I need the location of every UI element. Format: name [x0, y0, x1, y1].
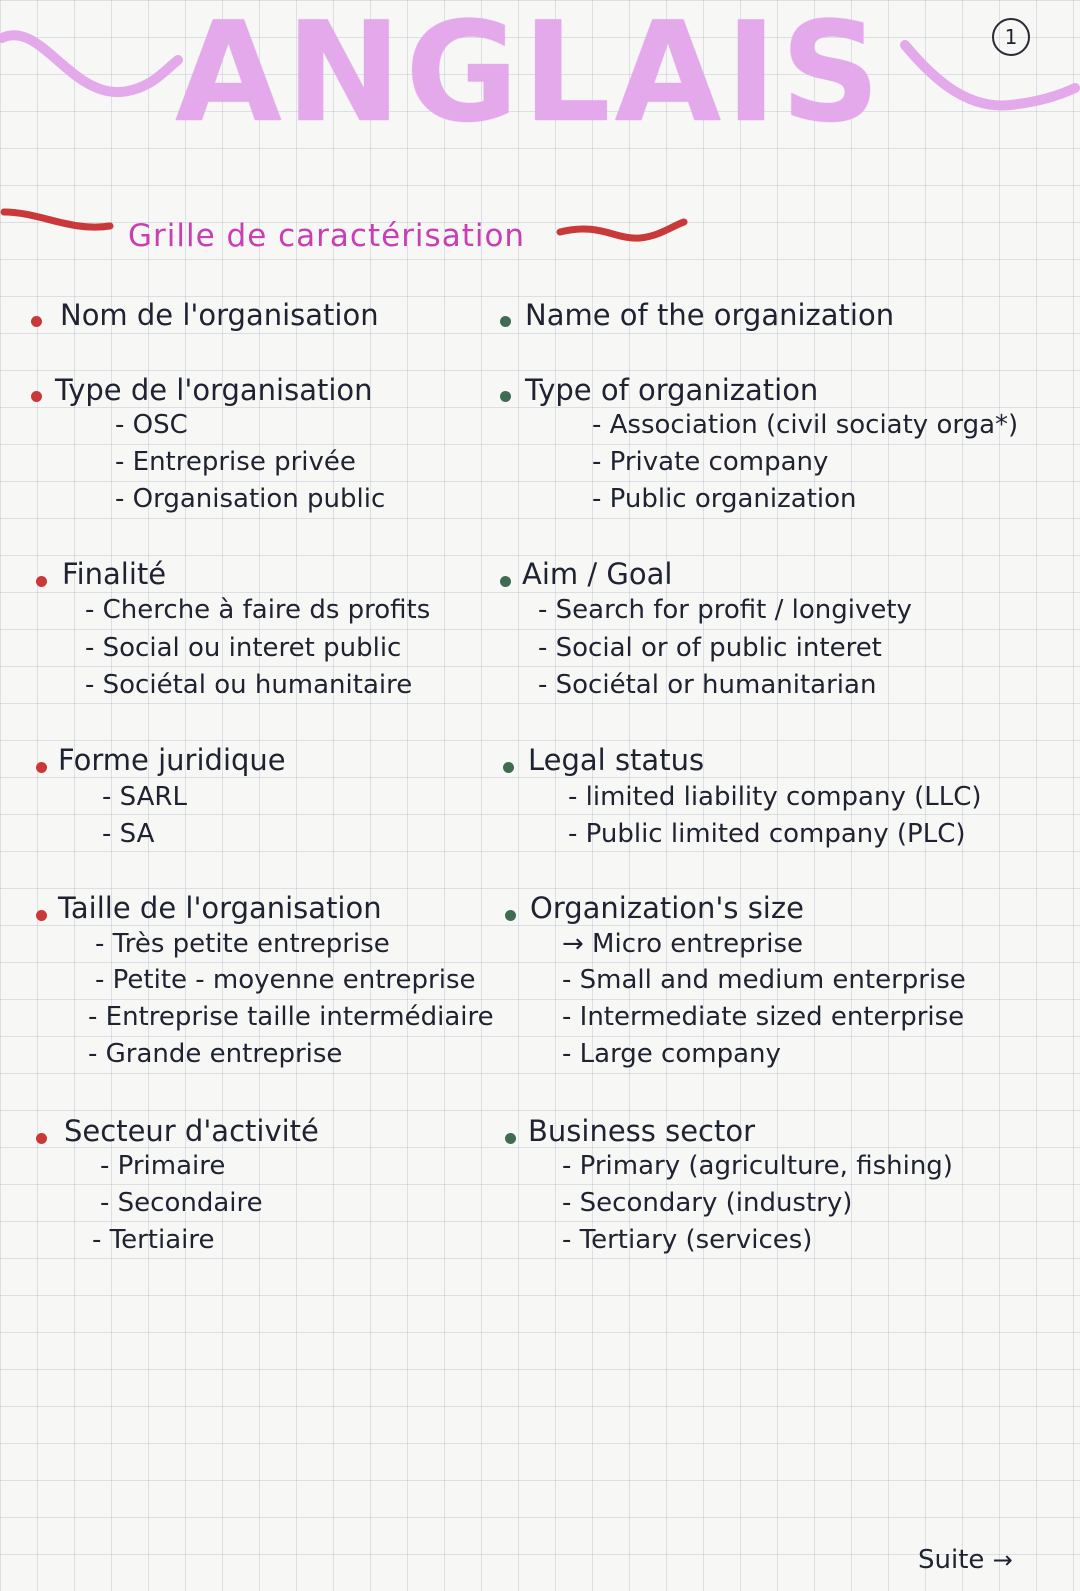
- fr-item: - Secondaire: [100, 1188, 263, 1218]
- en-heading-aim: Aim / Goal: [522, 557, 673, 591]
- fr-item: - Entreprise taille intermédiaire: [88, 1002, 494, 1032]
- fr-item: - Grande entreprise: [88, 1039, 343, 1069]
- bullet-icon: [36, 910, 47, 921]
- fr-heading-type: Type de l'organisation: [55, 373, 373, 407]
- fr-item: - Petite - moyenne entreprise: [95, 965, 476, 995]
- fr-item: - Tertiaire: [92, 1225, 215, 1255]
- fr-item: - Très petite entreprise: [95, 929, 390, 959]
- footer-suite: [918, 1545, 1013, 1575]
- en-heading-size: Organization's size: [530, 891, 804, 925]
- fr-heading-name: Nom de l'organisation: [60, 298, 379, 332]
- bullet-icon: [36, 1133, 47, 1144]
- suite-label: Suite: [918, 1545, 985, 1575]
- en-item: - Private company: [592, 447, 829, 477]
- en-item: - Social or of public interet: [538, 633, 882, 663]
- bullet-icon: [31, 391, 42, 402]
- fr-item: - Cherche à faire ds profits: [85, 595, 431, 625]
- en-item: - Public organization: [592, 484, 857, 514]
- en-item: - Secondary (industry): [562, 1188, 853, 1218]
- fr-item: - Social ou interet public: [85, 633, 402, 663]
- bullet-icon: [500, 391, 511, 402]
- en-item: - Tertiary (services): [562, 1225, 813, 1255]
- fr-item: - OSC: [115, 410, 188, 440]
- en-item: - Search for profit / longivety: [538, 595, 912, 625]
- en-item: - Large company: [562, 1039, 781, 1069]
- page-number: 1: [992, 18, 1030, 56]
- en-item: - Public limited company (PLC): [568, 819, 966, 849]
- en-item: - Primary (agriculture, fishing): [562, 1151, 953, 1181]
- en-item: - Intermediate sized enterprise: [562, 1002, 965, 1032]
- bullet-icon: [36, 576, 47, 587]
- bullet-icon: [31, 316, 42, 327]
- en-heading-type: Type of organization: [525, 373, 819, 407]
- bullet-icon: [505, 910, 516, 921]
- bullet-icon: [503, 762, 514, 773]
- fr-heading-secteur: Secteur d'activité: [64, 1114, 319, 1148]
- bullet-icon: [500, 576, 511, 587]
- fr-item: - SA: [102, 819, 155, 849]
- en-heading-name: Name of the organization: [525, 298, 895, 332]
- subtitle: Grille de caractérisation: [128, 218, 526, 254]
- en-item: - limited liability company (LLC): [568, 782, 982, 812]
- fr-item: - Entreprise privée: [115, 447, 356, 477]
- fr-heading-forme: Forme juridique: [58, 743, 286, 777]
- arrow-right-icon: →: [992, 1546, 1013, 1574]
- en-item: - Sociétal or humanitarian: [538, 670, 877, 700]
- bullet-icon: [500, 316, 511, 327]
- fr-heading-taille: Taille de l'organisation: [58, 891, 382, 925]
- bullet-icon: [36, 762, 47, 773]
- bullet-icon: [505, 1133, 516, 1144]
- fr-item: - Sociétal ou humanitaire: [85, 670, 413, 700]
- en-item: → Micro entreprise: [562, 929, 804, 959]
- page-title: ANGLAIS: [175, 0, 885, 153]
- fr-item: - SARL: [102, 782, 187, 812]
- fr-item: - Organisation public: [115, 484, 386, 514]
- en-heading-sector: Business sector: [528, 1114, 756, 1148]
- en-item: - Small and medium enterprise: [562, 965, 966, 995]
- en-heading-legal: Legal status: [528, 743, 705, 777]
- fr-item: - Primaire: [100, 1151, 226, 1181]
- en-item: - Association (civil sociaty orga*): [592, 410, 1019, 440]
- fr-heading-finalite: Finalité: [62, 557, 167, 591]
